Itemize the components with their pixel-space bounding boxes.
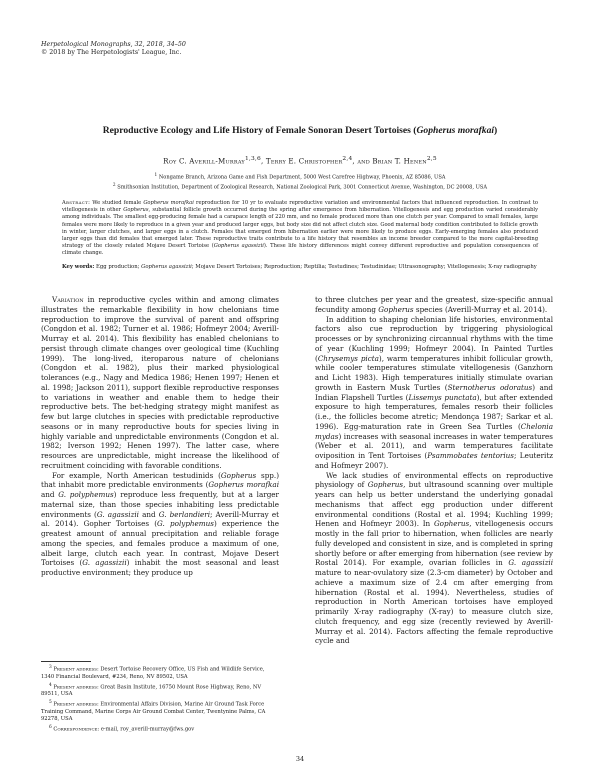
footnote: $^5$ Present address: Environmental Affairs Division, Marine Air Ground Task Force Training Command, Marine Corps Air Ground Combat Center, Twentynine Palms, CA 92278, USA xyxy=(41,700,266,722)
body-paragraph: In addition to shaping chelonian life histories, environmental factors also cue reproduction by triggering physiological processes or by synchronizing circannual rhythms with the time of year (Kuchling 1999; Hofmeyr 2004). In Painted Turtles (Chrysemys picta), warm temperatures inhibit follicular growth, while cooler temperatures stimulate vitellogenesis (Ganzhorn and Licht 1983). High temperatures initially stimulate ovarian growth in Eastern Musk Turtles (Sternotherus odoratus) and Indian Flapshell Turtles (Lissemys punctata), but after extended exposure to high temperatures, females resorb their follicles (i.e., the follicles become atretic; Mendonça 1987; Sarkar et al. 1996). Egg-maturation rate in Green Sea Turtles (Chelonia mydas) increases with seasonal increases in water temperatures (Weber et al. 2011), and warm temperatures facilitate oviposition in Tent Tortoises (Psammobates tentorius; Leuteritz and Hofmeyr 2007). xyxy=(315,314,554,470)
keywords: Key words: Egg production; Gopherus agassizii; Mojave Desert Tortoises; Reproduction; Reptilia; Testudines; Testudinidae; Ultrasonography; Vitellogenesis; X-ray radiography xyxy=(62,264,537,270)
body-paragraph: to three clutches per year and the greatest, size-specific annual fecundity among Gopherus species (Averill-Murray et al. 2014). xyxy=(315,295,553,314)
footnote-rule xyxy=(41,661,91,662)
keywords-label: Key words: xyxy=(62,264,95,270)
affiliations xyxy=(41,172,559,193)
lead-word: Variation xyxy=(52,295,84,304)
author-name: Brian T. Henen xyxy=(372,156,427,166)
body-paragraph: Variation in reproductive cycles within and among climates illustrates the remarkable flexibility in how chelonians time reproduction to improve the survival of parent and offspring (Congdon et al. 1982; Turner et al. 1986; Hofmeyr 2004; Averill-Murray et al. 2014). This flexibility has enabled chelonians to persist through climate changes over geological time (Kuchling 1999). The long-lived, iteroparous nature of chelonians (Congdon et al. 1982), plus their marked physiological tolerances (e.g., Nagy and Medica 1986; Henen 1997; Henen et al. 1998; Jackson 2011), support flexible reproductive responses to variations in weather and enable them to hedge their reproductive bets. The bet-hedging strategy might manifest as few but large clutches in species with predictable reproductive seasons or in many reproductive bouts for species living in highly variable and unpredictable environments (Congdon et al. 1982; Iverson 1992; Henen 1997). The latter case, where resources are unpredictable, might increase the likelihood of recruitment coinciding with favorable conditions. xyxy=(41,295,279,470)
abstract: Abstract: We studied female Gopherus morafkai reproduction for 10 yr to evaluate reproductive variation and environmental factors that influenced reproduction. In contrast to vitellogenesis in other Gopherus, substantial follicle growth occurred during the spring after emergence from hibernation. Vitellogenesis and egg production varied considerably among individuals. The smallest egg-producing female had a carapace length of 220 mm, and no female produced more than one clutch per year. Compared to small females, large females were more likely to reproduce in a given year and produced larger eggs, but body size did not affect clutch size. Good maternal body condition contributed to follicle growth in winter, larger clutches, and larger eggs in a clutch. Females that emerged from hibernation earlier were more likely to produce eggs. Early-emerging females also produced larger eggs than did females that emerged later. These reproductive traits contribute to a life history that resembles an income breeder compared to the more capital-breeding strategy of the closely related Mojave Desert Tortoise (Gopherus agassizii). These life history differences might convey different reproductive and population consequences of climate change. xyxy=(62,200,538,257)
author-name: Terry E. Christopher xyxy=(265,156,343,166)
body-paragraph: We lack studies of environmental effects on reproductive physiology of Gopherus, but ultrasound scanning over multiple years can help us better understand the underlying gonadal mechanisms that affect egg production under different environmental conditions (Rostal et al. 1994; Kuchling 1999; Henen and Hofmeyr 2003). In Gopherus, vitellogenesis occurs mostly in the fall prior to hibernation, when follicles are nearly fully developed and consistent in size, and is completed in spring shortly before or after emerging from hibernation (see review by Rostal 2014). For example, ovarian follicles in G. agassizii mature to near-ovulatory size (2.3-cm diameter) by October and achieve a maximum size of 2.4 cm after emerging from hibernation (Rostal et al. 1994). Nevertheless, studies of reproduction in North American tortoises have employed primarily X-ray radiography (X-ray) to measure clutch size, clutch frequency, and egg size (recently reviewed by Averill-Murray et al. 2014). Factors affecting the female reproductive cycle and xyxy=(315,470,553,646)
affiliation-line: $^2$ Smithsonian Institution, Department of Zoological Research, National Zoological Park, 3001 Connecticut Avenue, Washington, DC 20008, USA xyxy=(112,183,488,192)
title-species: Gopherus morafkai xyxy=(416,125,495,136)
abstract-label: Abstract: xyxy=(62,200,91,206)
article-title: Reproductive Ecology and Life History of Female Sonoran Desert Tortoises (Gopherus morafkai) xyxy=(102,125,498,136)
copyright-line: © 2018 by The Herpetologists' League, Inc. xyxy=(41,49,182,57)
footnotes xyxy=(41,664,279,734)
body-paragraph: For example, North American testudinids (Gopherus spp.) that inhabit more predictable environments (Gopherus morafkai and G. polyphemus) reproduce less frequently, but at a larger maternal size, than those species inhabiting less predictable environments (G. agassizii and G. berlandieri; Averill-Murray et al. 2014). Gopher Tortoises (G. polyphemus) experience the greatest amount of annual precipitation and reliable forage among the species, and females produce a maximum of one, albeit large, clutch each year. In contrast, Mojave Desert Tortoises (G. agassizii) inhabit the most seasonal and least productive environment; they produce up xyxy=(41,470,280,577)
author-name: Roy C. Averill-Murray xyxy=(163,156,245,166)
affiliation-line: $^1$ Nongame Branch, Arizona Game and Fish Department, 5000 West Carefree Highway, Phoenix, AZ 85086, USA xyxy=(154,173,446,181)
footnote: $^4$ Present address: Great Basin Institute, 16750 Mount Rose Highway, Reno, NV 89511, USA xyxy=(41,682,262,698)
footnote: $^3$ Present address: Desert Tortoise Recovery Office, US Fish and Wildlife Service, 1340 Financial Boulevard, #234, Reno, NV 89502, USA xyxy=(41,665,265,680)
footnote: $^6$ Correspondence: e-mail, roy_averill-murray@fws.gov xyxy=(49,724,195,733)
right-column xyxy=(315,295,553,646)
page-number: 34 xyxy=(295,755,305,763)
author-list: Roy C. Averill-Murray$^{1,3,6}$, Terry E. Christopher$^{2,4}$, and Brian T. Henen$^{2,5}$ xyxy=(163,156,437,166)
journal-citation: Herpetological Monographs, 32, 2018, 34–50 xyxy=(41,41,186,48)
left-column xyxy=(41,295,279,578)
journal-masthead xyxy=(41,41,186,58)
